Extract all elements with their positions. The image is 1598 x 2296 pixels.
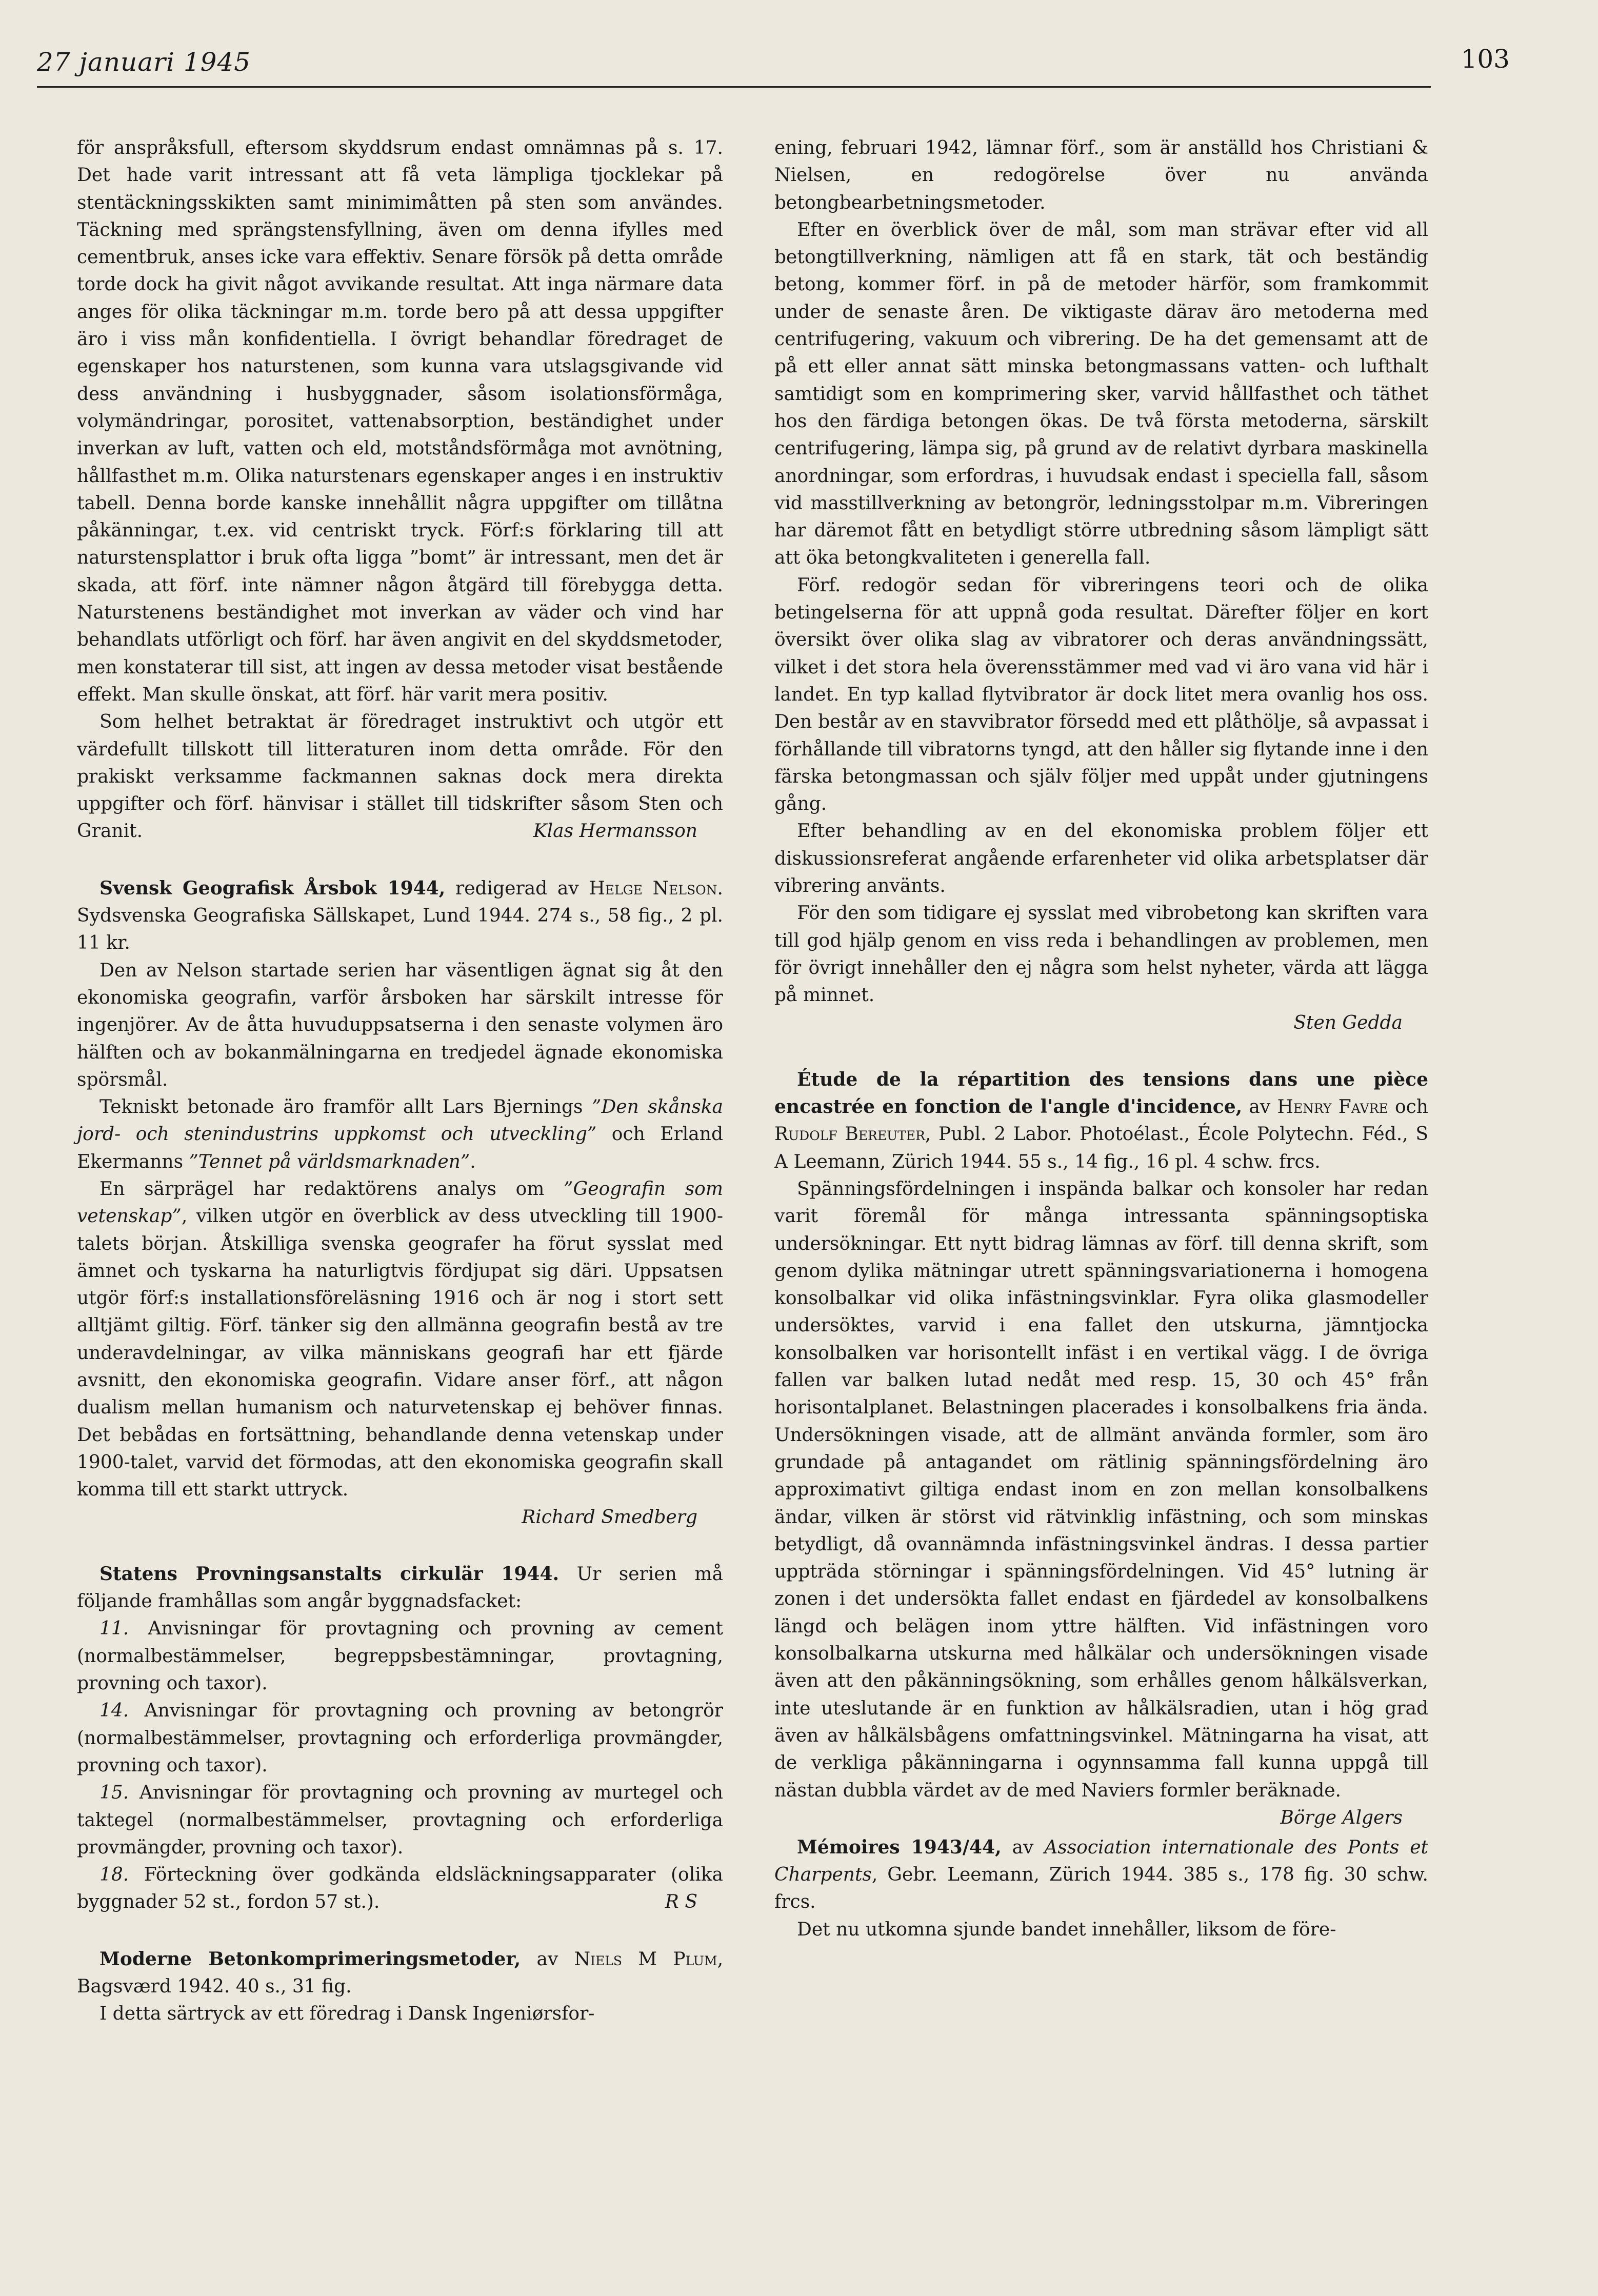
review-geografisk-arsbok <box>77 875 723 1531</box>
paragraph: Det nu utkomna sjunde bandet innehåller, liksom de före- <box>797 1919 1336 1940</box>
review-etude-tensions <box>774 1066 1428 1828</box>
paragraph: Spänningsfördelningen i inspända balkar och konsoler har redan varit föremål för många intressanta spänningsoptiska undersökningar. Ett nytt bidrag lämnas av förf. till denna skrift, som genom dylika mätningar utrett spänningsvariationerna i homogena konsolbalkar vid olika infästningsvinklar. Fyra olika glasmodeller undersöktes, varvid i ena fallet den utskurna, jämntjocka konsolbalken var horisontellt infäst i en vertikal vägg. I de övriga fallen var balken lutad nedåt med resp. 15, 30 och 45° från horisontalplanet. Belastningen placerades i konsolbalkens fria ända. Undersökningen visade, att de allmänt använda formler, som äro grundade på antagandet om rätlinig spänningsfördelning äro approximativt giltiga endast inom en zon mellan konsolbalkens ändar, vilken är störst vid rätvinklig infästning, och som minskas betydligt, då ovannämnda infästningsvinkel ändras. I dessa partier uppträda störningar i spänningsfördelningen. Vid 45° lutning är zonen i det undersökta fallet endast en fjärdedel av konsolbalkens längd och belägen inom yttre hälften. Vid infästningen voro konsolbalkarna utskurna med hålkälar och undersökningen visade även att den påkänningsökning, som erhålles genom hålkälsverkan, inte uteslutande är en funktion av hålkälsradien, utan i hög grad även av hålkälsbågens omfattningsvinkel. Mätningarna ha visat, att de verkliga påkänningarna i ogynnsamma fall kunna uppgå till nästan dubbla värdet av de med Naviers formler beräknade. Börge Algers <box>774 1175 1428 1804</box>
left-column <box>77 134 723 2028</box>
spacer <box>77 1531 723 1561</box>
publisher-name: Association internationale des Ponts et Charpents <box>774 1836 1429 1886</box>
paragraph: En särprägel har redaktörens analys om ”Geografin som vetenskap”, vilken utgör en överblick av dess utveckling till 1900-talets början. Åtskilliga svenska geografer ha förut sysslat med ämnet och tyskarna ha naturligtvis fördjupat sig däri. Uppsatsen utgör förf:s installationsföreläsning 1916 och är nog i stort sett alltjämt giltig. Förf. tänker sig den allmänna geografin bestå av tre underavdelningar, av vilka människans geografi har ett fjärde avsnitt, den ekonomiska geografin. Vidare anser förf., att någon dualism mellan humanism och naturvetenskap ej behöver finnas. Det bebådas en fortsättning, behandlande denna vetenskap under 1900-talet, varvid det förmodas, att den ekonomiska geografin skall komma till ett starkt uttryck. <box>77 1178 723 1501</box>
reviewer-signature: R S <box>665 1891 697 1913</box>
review-memoires <box>774 1834 1428 1943</box>
paragraph: Som helhet betraktat är föredraget instruktivt och utgör ett värdefullt tillskott till litteraturen inom detta område. För den prakiskt verksamme fackmannen saknas dock mera direkta uppgifter och förf. hänvisar i stället till tidskrifter såsom Sten och Granit. Klas Hermansson <box>77 708 723 845</box>
list-item: 11. Anvisningar för provtagning och provning av cement (normalbestämmelser, begreppsbestämningar, provtagning, provning och taxor). <box>77 1618 723 1694</box>
review-title: Statens Provningsanstalts cirkulär 1944. <box>99 1563 560 1585</box>
spacer <box>77 845 723 875</box>
review-heading: Moderne Betonkomprimeringsmetoder, av Niels M Plum, Bagsværd 1942. 40 s., 31 fig. <box>77 1948 724 1997</box>
spacer <box>77 1916 723 1946</box>
editor-name: Helge Nelson <box>589 877 717 899</box>
review-natursten <box>77 134 723 845</box>
reviewer-signature: Sten Gedda <box>1293 1012 1403 1033</box>
spacer <box>774 1036 1428 1066</box>
paragraph: för anspråksfull, eftersom skyddsrum endast omnämnas på s. 17. Det hade varit intressant att få veta lämpliga tjocklekar på stentäckningsskikten samt minimimåtten på sten som användes. Täckning med sprängstensfyllning, även om denna ifylles med cementbruk, anses icke vara effektiv. Senare försök på detta område torde dock ha givit något avvikande resultat. Att inga närmare data anges för olika täckningar m.m. torde bero på att dessa uppgifter äro i viss mån konfidentiella. I övrigt behandlar föredraget de egenskaper hos naturstenen, som kunna vara utslagsgivande vid dess användning i husbyggnader, såsom isolationsförmåga, volymändringar, porositet, vattenabsorption, beständighet under inverkan av luft, vatten och eld, motståndsförmåga mot avnötning, hållfasthet m.m. Olika naturstenars egenskaper anges i en instruktiv tabell. Denna borde kanske innehållit några uppgifter om tillåtna påkänningar, t.ex. vid centriskt tryck. Förf:s förklaring till att naturstensplattor i bruk ofta ligga ”bomt” är intressant, men det är skada, att förf. inte nämner någon åtgärd till förebygga detta. Naturstenens beständighet mot inverkan av väder och vind har behandlats utförligt och förf. har även angivit en del skyddsmetoder, men konstaterar till sist, att ingen av dessa metoder visat bestående effekt. Man skulle önskat, att förf. här varit mera positiv. <box>77 137 723 705</box>
review-heading: Svensk Geografisk Årsbok 1944, redigerad av Helge Nelson. Sydsvenska Geografiska Sällskapet, Lund 1944. 274 s., 58 fig., 2 pl. 11 kr. <box>77 877 723 954</box>
review-heading: Mémoires 1943/44, av Association internationale des Ponts et Charpents, Gebr. Leemann, Zürich 1944. 385 s., 178 fig. 30 schw. frcs. <box>774 1836 1429 1913</box>
paragraph: För den som tidigare ej sysslat med vibrobetong kan skriften vara till god hjälp genom en viss reda i behandlingen av problemen, men för övrigt innehåller den ej några som helst nyheter, värda att lägga på minnet. <box>774 903 1428 1006</box>
issue-date: 27 januari 1945 <box>37 47 251 77</box>
paragraph: Efter behandling av en del ekonomiska problem följer ett diskussionsreferat angående erfarenheter vid olika arbetsplatser där vibrering använts. <box>774 821 1428 897</box>
header-rule <box>37 86 1431 88</box>
review-provningsanstalt <box>77 1561 723 1916</box>
right-column <box>774 134 1428 1943</box>
review-betonkomprimering <box>77 1946 723 2028</box>
paragraph: ening, februari 1942, lämnar förf., som är anställd hos Christiani & Nielsen, en redogörelse över nu använda betongbearbetningsmetoder. <box>774 137 1428 213</box>
reviewer-signature: Richard Smedberg <box>522 1506 697 1528</box>
reviewer-signature: Klas Hermansson <box>533 821 697 842</box>
paragraph: I detta särtryck av ett föredrag i Dansk Ingeniørsfor- <box>99 2003 595 2025</box>
list-item: 14. Anvisningar för provtagning och provning av betongrör (normalbestämmelser, provtagning och erforderliga provmängder, provning och taxor). <box>77 1700 723 1776</box>
review-title: Étude de la répartition des tensions dans une pièce encastrée en fonction de l'angle d'incidence, <box>774 1068 1428 1118</box>
reviewer-signature: Börge Algers <box>1280 1807 1403 1828</box>
review-title: Svensk Geografisk Årsbok 1944, <box>99 877 446 899</box>
author-name: Niels M Plum <box>574 1948 717 1970</box>
paragraph: Tekniskt betonade äro framför allt Lars Bjernings ”Den skånska jord- och stenindustrins uppkomst och utveckling” och Erland Ekermanns ”Tennet på världsmarknaden”. <box>77 1096 723 1172</box>
review-betonkomprimering-cont <box>774 134 1428 1036</box>
review-title: Mémoires 1943/44, <box>797 1836 1002 1858</box>
paragraph: Efter en överblick över de mål, som man strävar efter vid all betongtillverkning, nämligen att få en stark, tät och beständig betong, kommer förf. in på de metoder härför, som framkommit under de senaste åren. De viktigaste därav äro metoderna med centrifugering, vakuum och vibrering. De ha det gemensamt att de på ett eller annat sätt minska betongmassans vatten- och lufthalt samtidigt som en komprimering sker, varvid hållfasthet och täthet hos den färdiga betongen ökas. De två första metoderna, särskilt centrifugering, lämpa sig, på grund av de relativt dyrbara maskinella anordningar, som erfordras, i huvudsak endast i speciella fall, såsom vid masstillverkning av betongrör, ledningsstolpar m.m. Vibreringen har däremot fått en betydligt större utbredning såsom lämpligt sätt att öka betongkvaliteten i generella fall. <box>774 219 1428 569</box>
paragraph: Den av Nelson startade serien har väsentligen ägnat sig åt den ekonomiska geografin, varför årsboken har särskilt intresse för ingenjörer. Av de åtta huvuduppsatserna i den senaste volymen äro hälften och av bokanmälningarna en tredjedel ägnade ekonomiska spörsmål. <box>77 960 723 1090</box>
page-number: 103 <box>1461 44 1510 74</box>
review-title: Moderne Betonkomprimeringsmetoder, <box>99 1948 521 1970</box>
review-heading: Étude de la répartition des tensions dans une pièce encastrée en fonction de l'angle d'incidence, av Henry Favre och Rudolf Bereuter, Publ. 2 Labor. Photoélast., École Polytechn. Féd., S A Leemann, Zürich 1944. 55 s., 14 fig., 16 pl. 4 schw. frcs. <box>774 1068 1428 1172</box>
author-name: Rudolf Bereuter <box>774 1124 925 1145</box>
author-name: Henry Favre <box>1277 1096 1388 1118</box>
list-item: 15. Anvisningar för provtagning och provning av murtegel och taktegel (normalbestämmelser, provtagning och erforderliga provmängder, provning och taxor). <box>77 1782 723 1858</box>
paragraph: Förf. redogör sedan för vibreringens teori och de olika betingelserna för att uppnå goda resultat. Därefter följer en kort översikt över olika slag av vibratorer och deras användningssätt, vilket i det stora hela överensstämmer med vad vi äro vana vid här i landet. En typ kallad flytvibrator är dock litet mera ovanlig hos oss. Den består av en stavvibrator försedd med ett plåthölje, så avpassat i förhållande till vibratorns tyngd, att den håller sig flytande inne i den färska betongmassan och själv följer med uppåt under gjutningens gång. <box>774 574 1428 815</box>
review-heading: Statens Provningsanstalts cirkulär 1944. Ur serien må följande framhållas som angår byggnadsfacket: <box>77 1563 723 1612</box>
list-item: 18. Förteckning över godkända eldsläckningsapparater (olika byggnader 52 st., fordon 57 st.). R S <box>77 1861 723 1916</box>
